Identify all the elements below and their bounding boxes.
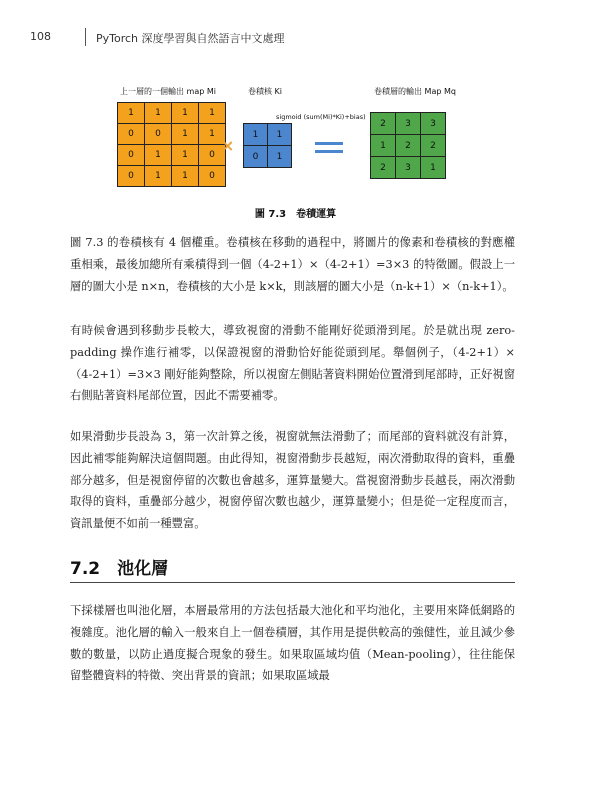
book-title: PyTorch 深度學習與自然語言中文處理 <box>96 32 285 45</box>
grid-cell: 0 <box>118 124 144 144</box>
grid-cell: 3 <box>421 113 445 134</box>
grid-cell: 1 <box>172 145 198 165</box>
grid-cell: 0 <box>199 166 225 186</box>
grid-cell: 1 <box>145 145 171 165</box>
output-map-label: 卷積層的輸出 Map Mq <box>374 87 456 96</box>
kernel-grid <box>243 123 292 168</box>
grid-cell: 3 <box>396 157 420 178</box>
grid-cell: 1 <box>421 157 445 178</box>
grid-cell: 2 <box>371 157 395 178</box>
grid-cell: 1 <box>268 124 291 145</box>
multiply-icon: ⨯ <box>221 136 235 155</box>
grid-cell: 1 <box>199 103 225 123</box>
convolution-figure <box>0 80 591 225</box>
figure-caption: 圖 7.3 卷積運算 <box>254 209 337 220</box>
body-paragraph: 有時候會遇到移動步長較大，導致視窗的滑動不能剛好從頭滑到尾。於是就出現 zero-padding 操作進行補零，以保證視窗的滑動恰好能從頭到尾。舉個例子，（4-2+1）×（4-2+1）=3×3 剛好能夠整除，所以視窗左側貼著資料開始位置滑到尾部時，正好視窗右側貼著資料尾部位置，因此不需要補零。 <box>70 324 515 403</box>
grid-cell: 0 <box>145 124 171 144</box>
body-paragraph: 如果滑動步長設為 3，第一次計算之後，視窗就無法滑動了；而尾部的資料就沒有計算，因此補零能夠解決這個問題。由此得知，視窗滑動步長越短，兩次滑動取得的資料，重疊部分越多，但是視窗停留的次數也會越多，運算量變大。當視窗滑動步長越長，兩次滑動取得的資料，重疊部分越少，視窗停留次數也越少，運算量變小；但是從一定程度而言，資訊量便不如前一種豐富。 <box>70 430 515 531</box>
grid-cell: 0 <box>199 145 225 165</box>
section-heading: 7.2 池化層 <box>70 559 169 579</box>
page-header <box>30 28 561 48</box>
grid-cell: 0 <box>244 146 267 167</box>
body-paragraph: 圖 7.3 的卷積核有 4 個權重。卷積核在移動的過程中，將圖片的像素和卷積核的對應權重相乘，最後加總所有乘積得到一個（4-2+1）×（4-2+1）=3×3 的特徵圖。假設上一層的圖大小是 n×n，卷積核的大小是 k×k，則該層的圖大小是（n-k+1）×（n-k+1）。 <box>70 236 515 293</box>
input-grid <box>117 102 226 187</box>
input-map-label: 上一層的一個輸出 map Mi <box>120 87 216 96</box>
grid-cell: 1 <box>145 166 171 186</box>
equals-icon <box>315 142 343 145</box>
grid-cell: 1 <box>371 135 395 156</box>
grid-cell: 0 <box>118 145 144 165</box>
body-paragraph: 下採樣層也叫池化層，本層最常用的方法包括最大池化和平均池化，主要用來降低網路的複雜度。池化層的輸入一般來自上一個卷積層，其作用是提供較高的強健性，並且減少參數的數量，以防止過度擬合現象的發生。如果取區域均值（Mean-pooling），往往能保留整體資料的特徵、突出背景的資訊；如果取區域最 <box>70 604 515 683</box>
grid-cell: 2 <box>371 113 395 134</box>
grid-cell: 1 <box>118 103 144 123</box>
grid-cell: 0 <box>118 166 144 186</box>
formula-label: sigmoid (sum(Mi)*Ki)+bias) <box>276 113 366 121</box>
kernel-label: 卷積核 Ki <box>248 87 283 96</box>
grid-cell: 3 <box>396 113 420 134</box>
grid-cell: 1 <box>199 124 225 144</box>
header-divider <box>85 28 86 46</box>
grid-cell: 2 <box>421 135 445 156</box>
grid-cell: 1 <box>244 124 267 145</box>
grid-cell: 1 <box>172 103 198 123</box>
grid-cell: 2 <box>396 135 420 156</box>
output-grid <box>370 112 446 179</box>
grid-cell: 1 <box>172 124 198 144</box>
page-number: 108 <box>30 30 51 43</box>
grid-cell: 1 <box>145 103 171 123</box>
equals-icon <box>315 150 343 153</box>
grid-cell: 1 <box>172 166 198 186</box>
grid-cell: 1 <box>268 146 291 167</box>
section-divider <box>70 582 515 583</box>
